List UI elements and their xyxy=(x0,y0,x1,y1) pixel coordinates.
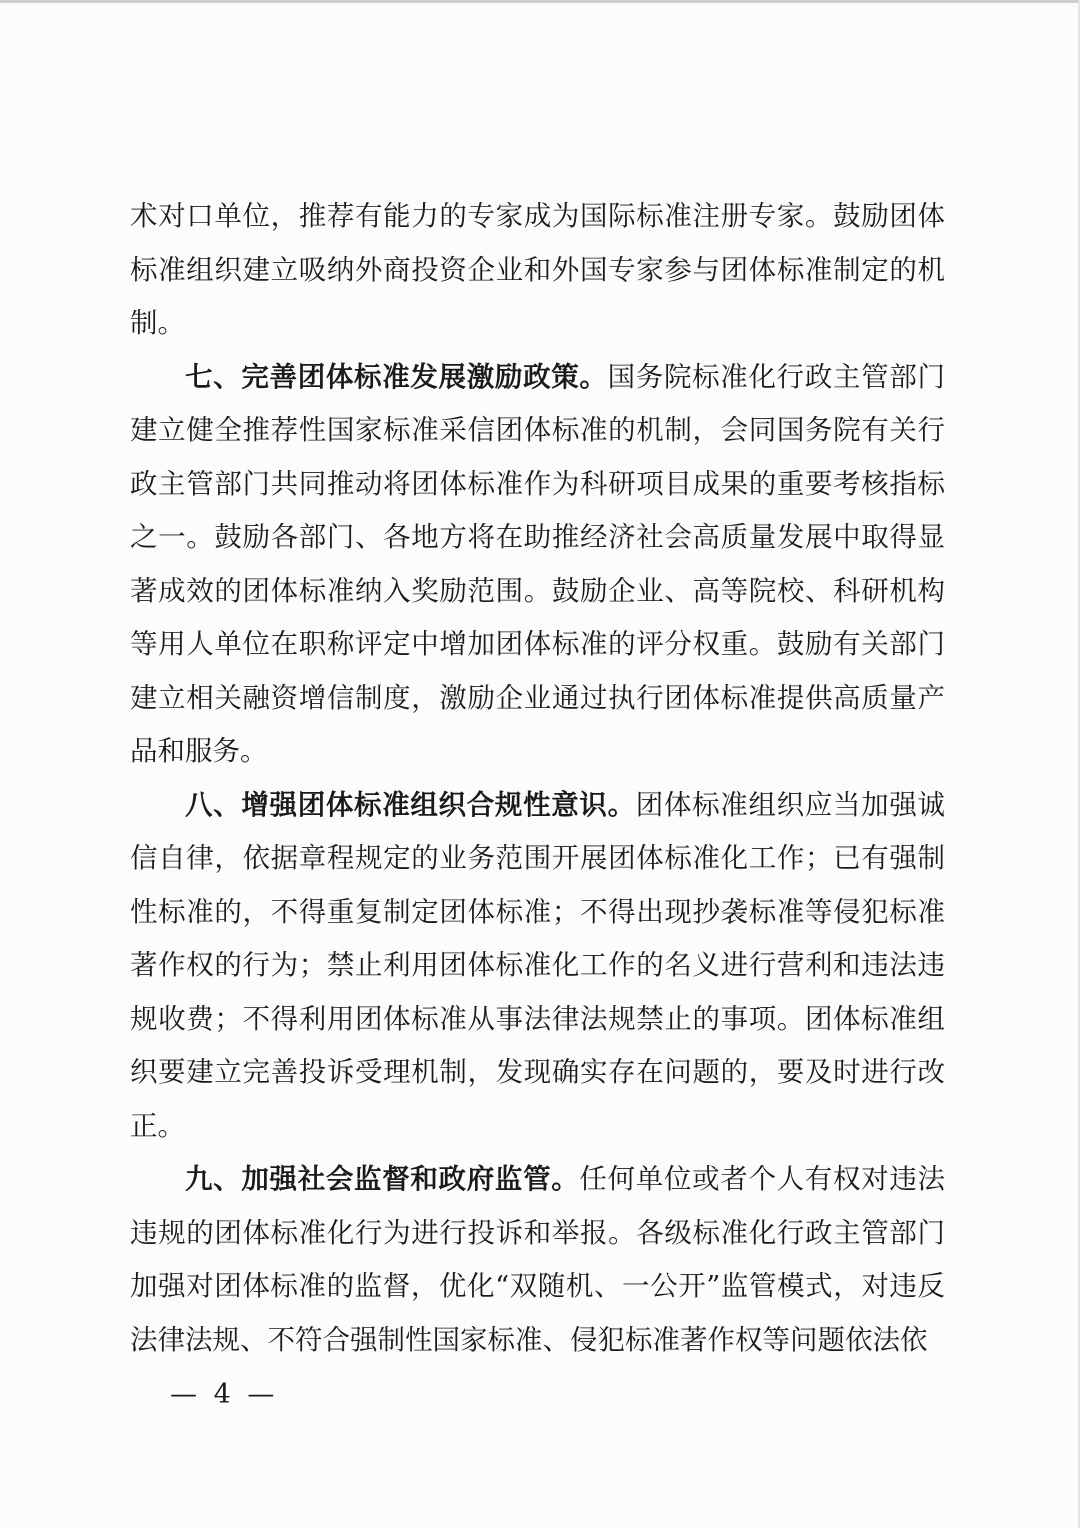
document-body xyxy=(130,190,945,1367)
section-heading-7: 七、完善团体标准发展激励政策。 xyxy=(185,360,608,393)
paragraph-section-8 xyxy=(130,779,945,1154)
paragraph-section-7 xyxy=(130,351,945,779)
paragraph-continuation xyxy=(130,190,945,351)
scan-edge-top xyxy=(0,0,1080,3)
section-heading-9: 九、加强社会监督和政府监管。 xyxy=(185,1163,580,1195)
paragraph-text: 任何单位或者个人有权对违法违规的团体标准化行为进行投诉和举报。各级标准化行政主管部门加强对团体标准的监督，优化“双随机、一公开”监管模式，对违反法律法规、不符合强制性国家标准、侵犯标准著作权等问题依法依 xyxy=(130,1163,945,1356)
page-number: — 4 — xyxy=(170,1379,279,1410)
paragraph-text: 团体标准组织应当加强诚信自律，依据章程规定的业务范围开展团体标准化工作；已有强制性标准的，不得重复制定团体标准；不得出现抄袭标准等侵犯标准著作权的行为；禁止利用团体标准化工作的名义进行营利和违法违规收费；不得利用团体标准从事法律法规禁止的事项。团体标准组织要建立完善投诉受理机制，发现确实存在问题的，要及时进行改正。 xyxy=(130,788,946,1142)
section-heading-8: 八、增强团体标准组织合规性意识。 xyxy=(185,788,636,821)
paragraph-text: 国务院标准化行政主管部门建立健全推荐性国家标准采信团体标准的机制，会同国务院有关行政主管部门共同推动将团体标准作为科研项目成果的重要考核指标之一。鼓励各部门、各地方将在助推经济社会高质量发展中取得显著成效的团体标准纳入奖励范围。鼓励企业、高等院校、科研机构等用人单位在职称评定中增加团体标准的评分权重。鼓励有关部门建立相关融资增信制度，激励企业通过执行团体标准提供高质量产品和服务。 xyxy=(130,360,946,767)
paragraph-section-9 xyxy=(130,1153,945,1367)
paragraph-text: 术对口单位，推荐有能力的专家成为国际标准注册专家。鼓励团体标准组织建立吸纳外商投资企业和外国专家参与团体标准制定的机制。 xyxy=(130,200,945,339)
